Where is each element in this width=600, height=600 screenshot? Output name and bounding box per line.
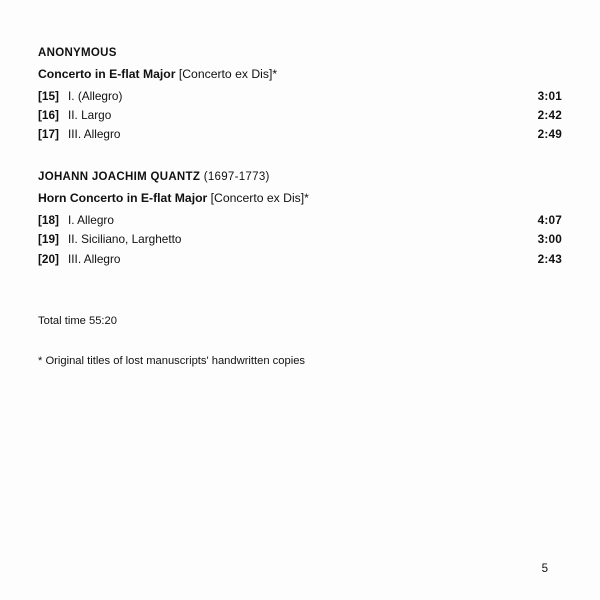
composer-name <box>38 46 562 62</box>
track-listing <box>38 46 562 370</box>
track-number: [19] <box>38 232 59 247</box>
track-number: [20] <box>38 251 59 266</box>
track-duration: 4:07 <box>537 213 562 228</box>
track-duration: 2:49 <box>537 127 562 142</box>
track-list <box>38 211 562 268</box>
track-title: III. Allegro <box>68 251 121 266</box>
track-duration: 3:01 <box>537 88 562 103</box>
composer-label: ANONYMOUS <box>38 47 117 59</box>
track-title: I. Allegro <box>68 213 114 228</box>
composer-name <box>38 170 562 186</box>
track-row <box>38 87 562 106</box>
track-number: [16] <box>38 108 59 123</box>
work-title <box>38 66 562 82</box>
work-block <box>38 170 562 268</box>
track-duration: 2:43 <box>537 251 562 266</box>
composer-label: JOHANN JOACHIM QUANTZ <box>38 171 201 184</box>
track-duration: 2:42 <box>537 108 562 123</box>
track-number: [15] <box>38 88 59 103</box>
page-number: 5 <box>541 563 548 575</box>
track-duration: 3:00 <box>537 232 562 247</box>
track-number: [17] <box>38 127 59 142</box>
track-list <box>38 87 562 144</box>
track-row <box>38 211 562 230</box>
track-title: III. Allegro <box>68 127 121 142</box>
total-time: Total time 55:20 <box>38 314 117 327</box>
track-title: II. Siciliano, Larghetto <box>68 232 182 247</box>
work-title-main: Horn Concerto in E-flat Major <box>38 190 208 205</box>
track-title: II. Largo <box>68 108 112 123</box>
track-row <box>38 250 562 269</box>
section-spacer <box>38 144 562 170</box>
work-title <box>38 190 562 206</box>
work-title-main: Concerto in E-flat Major <box>38 66 176 81</box>
track-title: I. (Allegro) <box>68 88 123 103</box>
work-title-subtitle: [Concerto ex Dis]* <box>210 190 309 205</box>
track-row <box>38 125 562 144</box>
track-row <box>38 106 562 125</box>
track-row <box>38 230 562 249</box>
work-title-subtitle: [Concerto ex Dis]* <box>178 66 278 81</box>
track-number: [18] <box>38 213 59 228</box>
composer-dates: (1697-1773) <box>200 171 270 184</box>
footnote: * Original titles of lost manuscripts' handwritten copies <box>38 355 306 368</box>
work-block <box>38 46 562 144</box>
